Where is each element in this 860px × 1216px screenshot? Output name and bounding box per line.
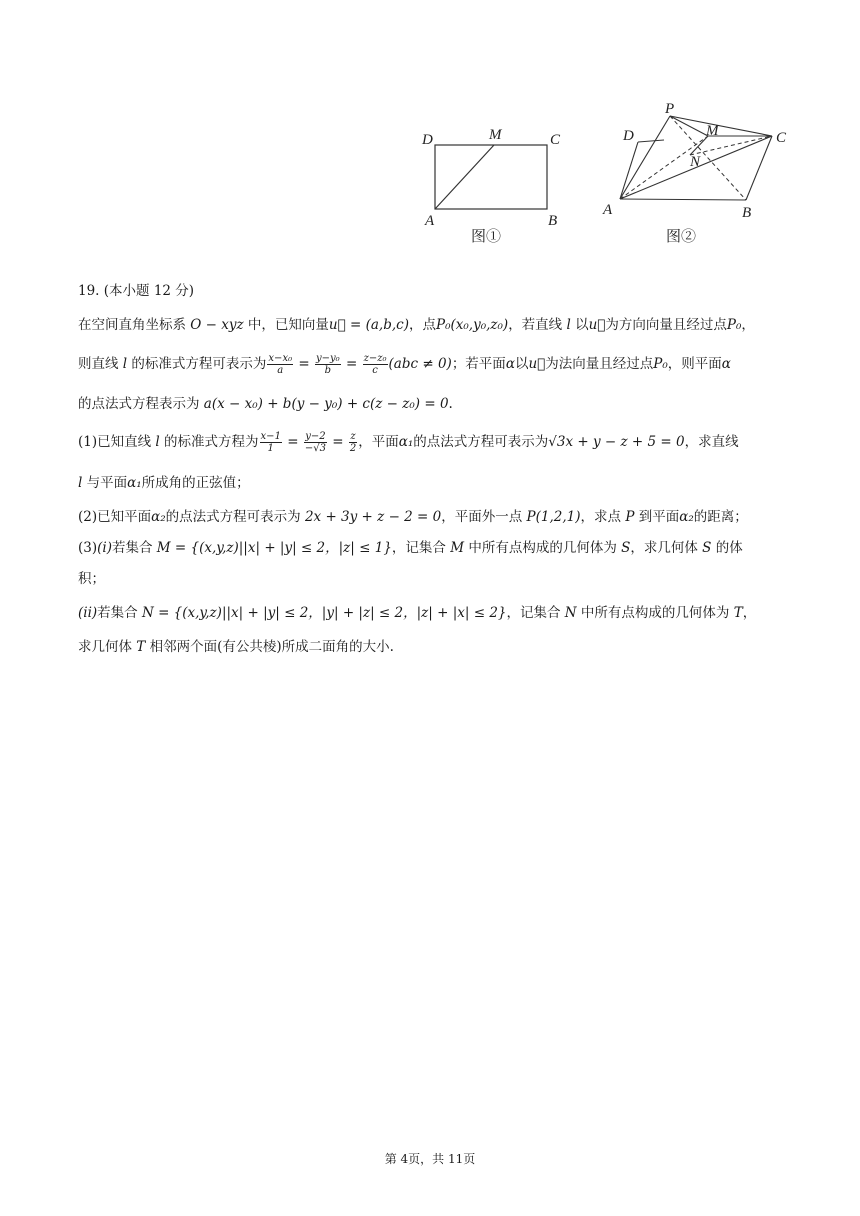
math-expression: = [327,434,348,450]
math-expression: P₀(x₀,y₀,z₀) [435,317,509,333]
page-footer: 第 4页，共 11页 [384,1152,476,1166]
text-run: ， [742,605,757,621]
math-expression: α [721,356,731,372]
question-1-line-2 [78,473,250,493]
text-run: 则直线 [78,356,123,372]
math-expression: T [733,605,743,621]
math-expression: α₁ [398,434,414,450]
math-expression: T [136,639,146,655]
math-expression: √3x + y − z + 5 = 0 [548,434,685,450]
figure-1 [418,124,568,252]
problem-intro-line-2 [78,353,731,376]
fraction-part: z−z₀ [363,353,387,364]
figure-2 [598,98,798,254]
text-run: 的体 [711,540,743,556]
text-run: 的点法式方程可表示为 [165,509,305,525]
fig1-label-m: M [489,127,502,143]
fig2-label-c: C [776,130,787,146]
text-run: 以 [570,317,589,333]
text-run: (3) [78,540,98,556]
fraction-part: z [350,431,356,442]
text-run: ；若平面 [451,356,506,372]
math-expression: α₂ [679,509,694,525]
fraction-part: 1 [267,443,274,454]
math-expression: α [505,356,515,372]
math-expression: α₂ [151,509,166,525]
fraction-part: b [324,365,332,376]
text-run: 到平面 [634,509,680,525]
fig2-label-m: M [706,123,719,139]
math-expression: (abc ≠ 0) [388,356,452,372]
fig2-label-p: P [665,101,675,117]
fig2-label-a: A [603,202,613,218]
math-expression: l [78,475,83,491]
question-3-ii-line-2 [78,637,394,657]
text-run: ，则平面 [667,356,722,372]
text-run: ，点 [408,317,436,333]
math-expression: (i) [97,540,112,556]
math-expression: u⃗ [528,356,546,372]
math-expression: N = {(x,y,z)||x| + |y| ≤ 2，|y| + |z| ≤ 2，|z| + |x| ≤ 2} [141,605,507,621]
text-run: 的距离； [693,509,748,525]
math-expression: (ii) [78,605,98,621]
question-2 [78,507,748,527]
fraction [267,353,293,376]
math-expression: = [341,356,362,372]
math-expression: P₀ [653,356,668,372]
text-run: 若集合 [97,605,142,621]
text-run: 与平面 [82,475,128,491]
fraction-part: c [372,365,378,376]
math-expression: S [702,540,712,556]
text-run: ，求直线 [684,434,739,450]
math-expression: a(x − x₀) + b(y − y₀) + c(z − z₀) = 0 [203,396,449,412]
fraction [315,353,341,376]
fig2-label-b: B [742,205,752,221]
text-run: . [448,396,453,412]
problem-header: 19. (本小题 12 分) [78,283,195,299]
question-3-ii-line-1 [78,603,756,623]
text-run: 中所有点构成的几何体为 [576,605,734,621]
math-expression: M = {(x,y,z)||x| + |y| ≤ 2，|z| ≤ 1} [156,540,392,556]
text-run: ，平面外一点 [441,509,527,525]
text-run: ，记集合 [506,605,565,621]
math-expression: l [566,317,571,333]
text-run: 所成角的正弦值； [141,475,250,491]
text-run: 的点法式方程表示为 [78,396,204,412]
fraction [349,431,357,454]
math-expression: P [625,509,635,525]
fig2-label-n: N [690,154,701,170]
text-run: ，求几何体 [630,540,703,556]
fraction-part: 2 [349,443,357,454]
text-run: (2)已知平面 [78,509,152,525]
question-3-i-line-1 [78,538,743,558]
math-expression: 2x + 3y + z − 2 = 0 [304,509,442,525]
text-run: 中所有点构成的几何体为 [464,540,622,556]
fraction-part: −√3 [304,443,326,454]
text-run: 以 [514,356,529,372]
math-expression: u⃗ = (a,b,c) [328,317,409,333]
fig1-label-c: C [550,132,561,148]
fraction [363,353,388,376]
fraction-part: a [277,365,284,376]
fraction [304,431,327,454]
fig1-caption: 图① [471,229,502,245]
fig1-label-d: D [422,132,433,148]
text-run: 相邻两个面(有公共棱)所成二面角的大小. [145,639,394,655]
fig1-label-b: B [548,213,558,229]
text-run: 为方向向量且经过点 [605,317,727,333]
fraction-part: y−y₀ [316,353,340,364]
fraction-part: x−x₀ [268,353,293,364]
fraction [260,431,282,454]
math-expression: M [450,540,465,556]
text-run: 的标准式方程可表示为 [127,356,267,372]
question-1-line-1 [78,431,739,454]
text-run: 的点法式方程可表示为 [413,434,549,450]
fig1-label-a: A [425,213,435,229]
text-run: ，平面 [358,434,399,450]
text-run: 的标准式方程为 [159,434,259,450]
math-expression: α₁ [127,475,142,491]
text-run: 若集合 [111,540,157,556]
text-run: ，若直线 [508,317,567,333]
math-expression: O − xyz [190,317,244,333]
fraction-part: x−1 [260,431,281,442]
fig2-caption: 图② [666,229,697,245]
text-run: 中，已知向量 [243,317,329,333]
text-run: 为法向量且经过点 [545,356,654,372]
math-expression: S [621,540,631,556]
math-expression: l [155,434,160,450]
fraction-part: y−2 [305,431,326,442]
math-expression: l [122,356,128,372]
math-expression: N [564,605,577,621]
math-expression: P(1,2,1) [526,509,581,525]
fig2-label-d: D [623,128,634,144]
math-expression: P₀ [726,317,742,333]
problem-intro-line-3 [78,394,453,414]
text-run: ，求点 [580,509,626,525]
text-run: 求几何体 [78,639,137,655]
question-3-i-line-2: 积； [78,571,105,587]
text-run: ，记集合 [391,540,451,556]
problem-intro-line-1 [78,315,755,335]
math-expression: = [282,434,303,450]
text-run: 在空间直角坐标系 [78,317,191,333]
text-run: (1)已知直线 [78,434,156,450]
math-expression: u⃗ [588,317,606,333]
math-expression: = [294,356,314,372]
text-run: ， [741,317,755,333]
